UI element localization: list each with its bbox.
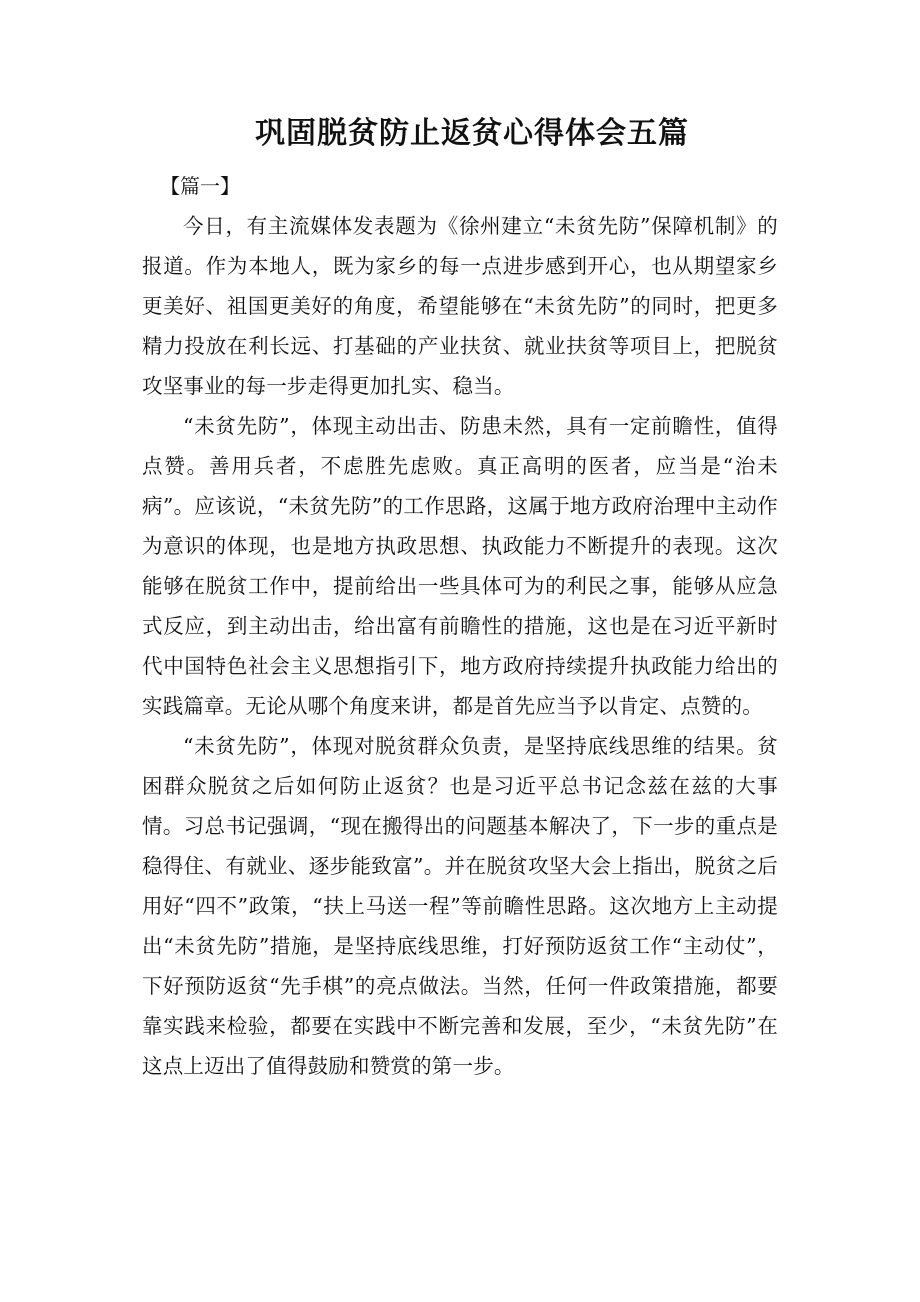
- section-label: 【篇一】: [160, 174, 240, 198]
- paragraph-1: 今日，有主流媒体发表题为《徐州建立“未贫先防”保障机制》的报道。作为本地人，既为家乡的每一点进步感到开心，也从期望家乡更美好、祖国更美好的角度，希望能够在“未贫先防”的同时，把更多精力投放在利长远、打基础的产业扶贫、就业扶贫等项目上，把脱贫攻坚事业的每一步走得更加扎实、稳当。: [142, 214, 778, 398]
- document-title: 巩固脱贫防止返贫心得体会五篇: [255, 116, 689, 151]
- paragraph-2: “未贫先防”，体现主动出击、防患未然，具有一定前瞻性，值得点赞。善用兵者，不虑胜先虑败。真正高明的医者，应当是“治未病”。应该说，“未贫先防”的工作思路，这属于地方政府治理中主动作为意识的体现，也是地方执政思想、执政能力不断提升的表现。这次能够在脱贫工作中，提前给出一些具体可为的利民之事，能够从应急式反应，到主动出击，给出富有前瞻性的措施，这也是在习近平新时代中国特色社会主义思想指引下，地方政府持续提升执政能力给出的实践篇章。无论从哪个角度来讲，都是首先应当予以肯定、点赞的。: [142, 414, 778, 718]
- paragraph-3: “未贫先防”，体现对脱贫群众负责，是坚持底线思维的结果。贫困群众脱贫之后如何防止返贫？也是习近平总书记念兹在兹的大事情。习总书记强调，“现在搬得出的问题基本解决了，下一步的重点是稳得住、有就业、逐步能致富”。并在脱贫攻坚大会上指出，脱贫之后用好“四不”政策，“扶上马送一程”等前瞻性思路。这次地方上主动提出“未贫先防”措施，是坚持底线思维，打好预防返贫工作“主动仗”，下好预防返贫“先手棋”的亮点做法。当然，任何一件政策措施，都要靠实践来检验，都要在实践中不断完善和发展，至少，“未贫先防”在这点上迈出了值得鼓励和赞赏的第一步。: [142, 734, 778, 1078]
